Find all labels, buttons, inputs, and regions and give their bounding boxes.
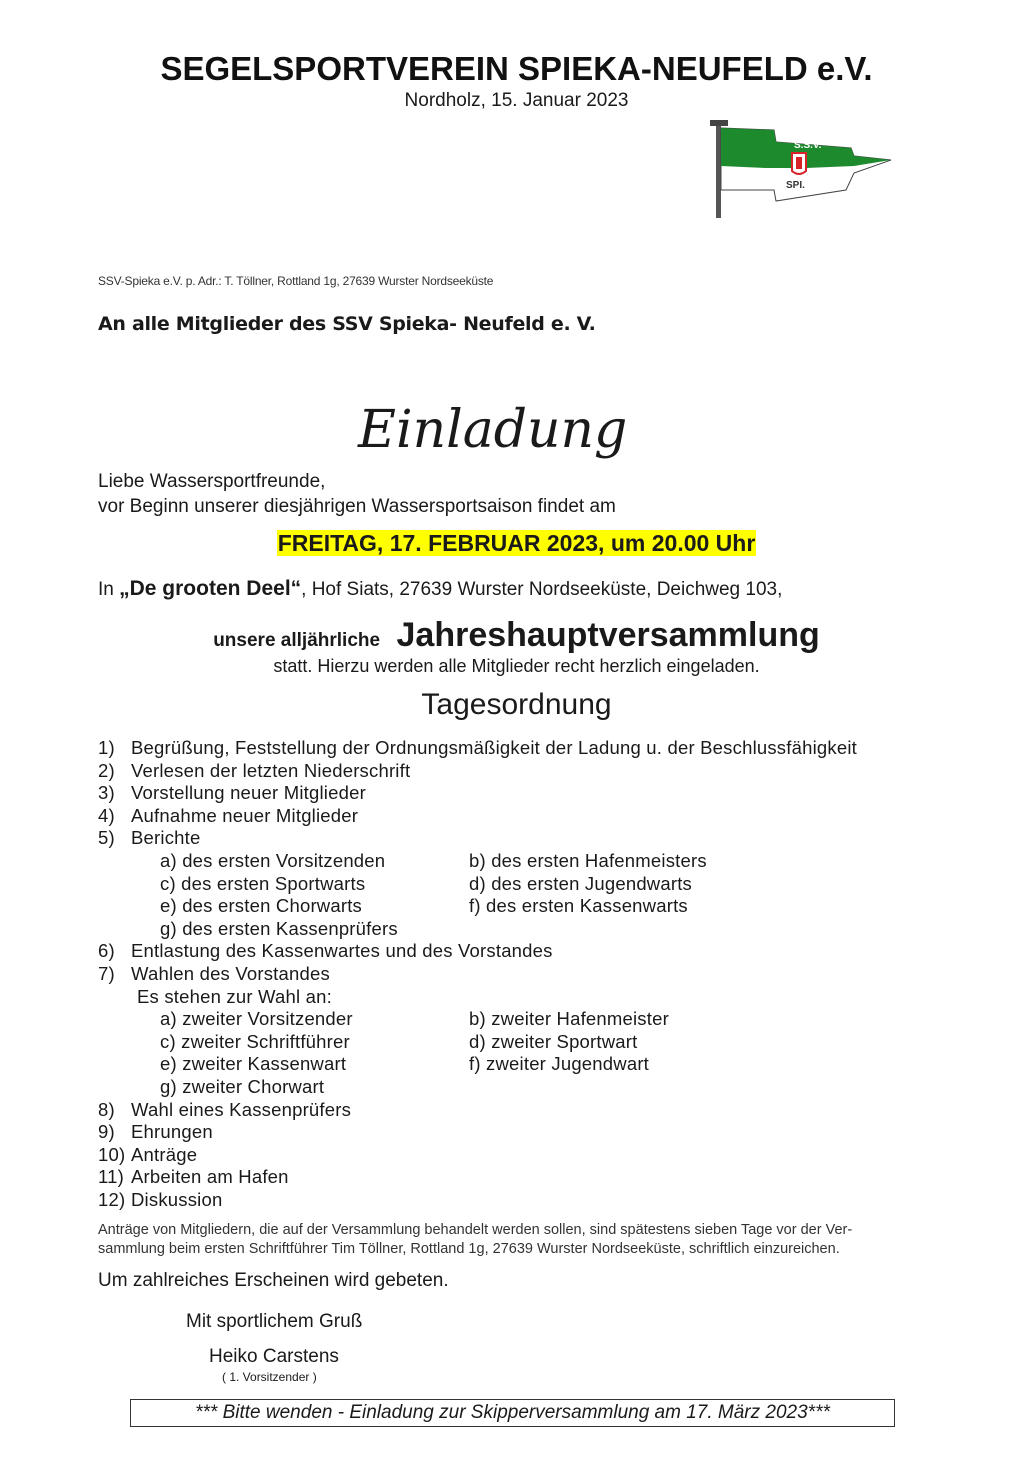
invite-text: statt. Hierzu werden alle Mitglieder recht herzlich eingeladen. — [273, 656, 760, 676]
notice-box: *** Bitte wenden - Einladung zur Skipperversammlung am 17. März 2023*** — [130, 1399, 895, 1427]
agenda-item-text: Begrüßung, Feststellung der Ordnungsmäßigkeit der Ladung u. der Beschlussfähigkeit — [131, 737, 857, 758]
greeting: Liebe Wassersportfreunde, — [98, 471, 326, 492]
agenda-item-text: Anträge — [131, 1143, 198, 1165]
agenda-item-text: Aufnahme neuer Mitglieder — [131, 804, 359, 826]
invitation-heading: Einladung — [358, 400, 628, 460]
recipient-line: An alle Mitglieder des SSV Spieka- Neufeld e. V. — [98, 313, 596, 335]
intro-text: vor Beginn unserer diesjährigen Wassersportsaison findet am — [98, 496, 616, 517]
agenda-subitem: a) zweiter Vorsitzender — [160, 1008, 353, 1030]
agenda-item-number: 4) — [98, 804, 115, 826]
agenda-subitem: b) des ersten Hafenmeisters — [469, 850, 707, 871]
agenda-item-number: 10) — [98, 1143, 126, 1165]
footnote-line-1: Anträge von Mitgliedern, die auf der Versammlung behandelt werden sollen, sind spätestens sieben Tage vor der Ver- — [98, 1222, 853, 1238]
agenda-subitem: a) des ersten Vorsitzenden — [160, 850, 386, 871]
regards: Mit sportlichem Gruß — [186, 1311, 363, 1332]
agenda-note: Es stehen zur Wahl an: — [137, 985, 332, 1007]
agenda-subitem: b) zweiter Hafenmeister — [469, 1008, 669, 1030]
footnote-line-2: sammlung beim ersten Schriftführer Tim Töllner, Rottland 1g, 27639 Wurster Nordseeküste, schriftlich einzureichen. — [98, 1241, 840, 1257]
agenda-subitem: f) zweiter Jugendwart — [469, 1053, 650, 1075]
agenda-item-number: 7) — [98, 963, 115, 984]
agenda-item-number: 8) — [98, 1098, 115, 1120]
agenda-subitem: d) zweiter Sportwart — [469, 1030, 638, 1052]
agenda-item-text: Diskussion — [131, 1189, 223, 1210]
agenda-subitem: g) des ersten Kassenprüfers — [160, 917, 398, 939]
event-date — [0, 530, 1033, 557]
agenda-item-text: Wahlen des Vorstandes — [131, 963, 330, 984]
svg-text:SPI.: SPI. — [786, 180, 805, 191]
club-flag-logo — [706, 118, 896, 220]
closing-request: Um zahlreiches Erscheinen wird gebeten. — [98, 1270, 449, 1291]
location-name: „De grooten Deel“ — [119, 577, 302, 600]
location-address: , Hof Siats, 27639 Wurster Nordseeküste, Deichweg 103, — [301, 579, 783, 600]
signer-name: Heiko Carstens — [209, 1346, 339, 1367]
meeting-name: Jahreshauptversammlung — [396, 616, 820, 654]
agenda-subitem: e) des ersten Chorwarts — [160, 895, 363, 917]
agenda-item-number: 11) — [98, 1166, 124, 1188]
meeting-line — [0, 616, 1033, 655]
agenda-item-text: Berichte — [131, 827, 201, 849]
signer-role: ( 1. Vorsitzender ) — [222, 1370, 317, 1384]
agenda-subitem: g) zweiter Chorwart — [160, 1076, 325, 1097]
sender-address-line: SSV-Spieka e.V. p. Adr.: T. Töllner, Rottland 1g, 27639 Wurster Nordseeküste — [98, 274, 494, 288]
club-title: SEGELSPORTVEREIN SPIEKA-NEUFELD e.V. — [160, 50, 873, 87]
agenda-item-number: 12) — [98, 1189, 126, 1210]
agenda-item-number: 2) — [98, 759, 115, 781]
agenda-item-text: Verlesen der letzten Niederschrift — [131, 759, 411, 781]
meeting-prefix: unsere alljährliche — [213, 630, 381, 651]
agenda-item-text: Vorstellung neuer Mitglieder — [131, 782, 366, 804]
agenda-item-number: 5) — [98, 827, 115, 849]
agenda-subitem: d) des ersten Jugendwarts — [469, 872, 693, 894]
agenda-item-text: Entlastung des Kassenwartes und des Vorstandes — [131, 940, 553, 962]
svg-text:S.S.V.: S.S.V. — [794, 140, 822, 151]
agenda-item-number: 6) — [98, 940, 115, 962]
agenda-title: Tagesordnung — [421, 688, 612, 721]
agenda-item-text: Ehrungen — [131, 1121, 213, 1143]
agenda-subitem: c) des ersten Sportwarts — [160, 872, 366, 894]
agenda-item-number: 1) — [98, 737, 115, 758]
agenda-subitem: e) zweiter Kassenwart — [160, 1053, 347, 1075]
agenda-item-number: 3) — [98, 782, 115, 804]
agenda-item-text: Wahl eines Kassenprüfers — [131, 1098, 352, 1120]
agenda-subitem: c) zweiter Schriftführer — [160, 1030, 350, 1052]
event-date-highlight: FREITAG, 17. FEBRUAR 2023, um 20.00 Uhr — [277, 530, 756, 556]
location-line — [98, 577, 782, 601]
location-prefix: In — [98, 579, 120, 600]
agenda-subitem: f) des ersten Kassenwarts — [469, 895, 688, 917]
agenda-item-number: 9) — [98, 1121, 115, 1143]
place-date: Nordholz, 15. Januar 2023 — [404, 90, 629, 111]
agenda-item-text: Arbeiten am Hafen — [131, 1166, 289, 1188]
